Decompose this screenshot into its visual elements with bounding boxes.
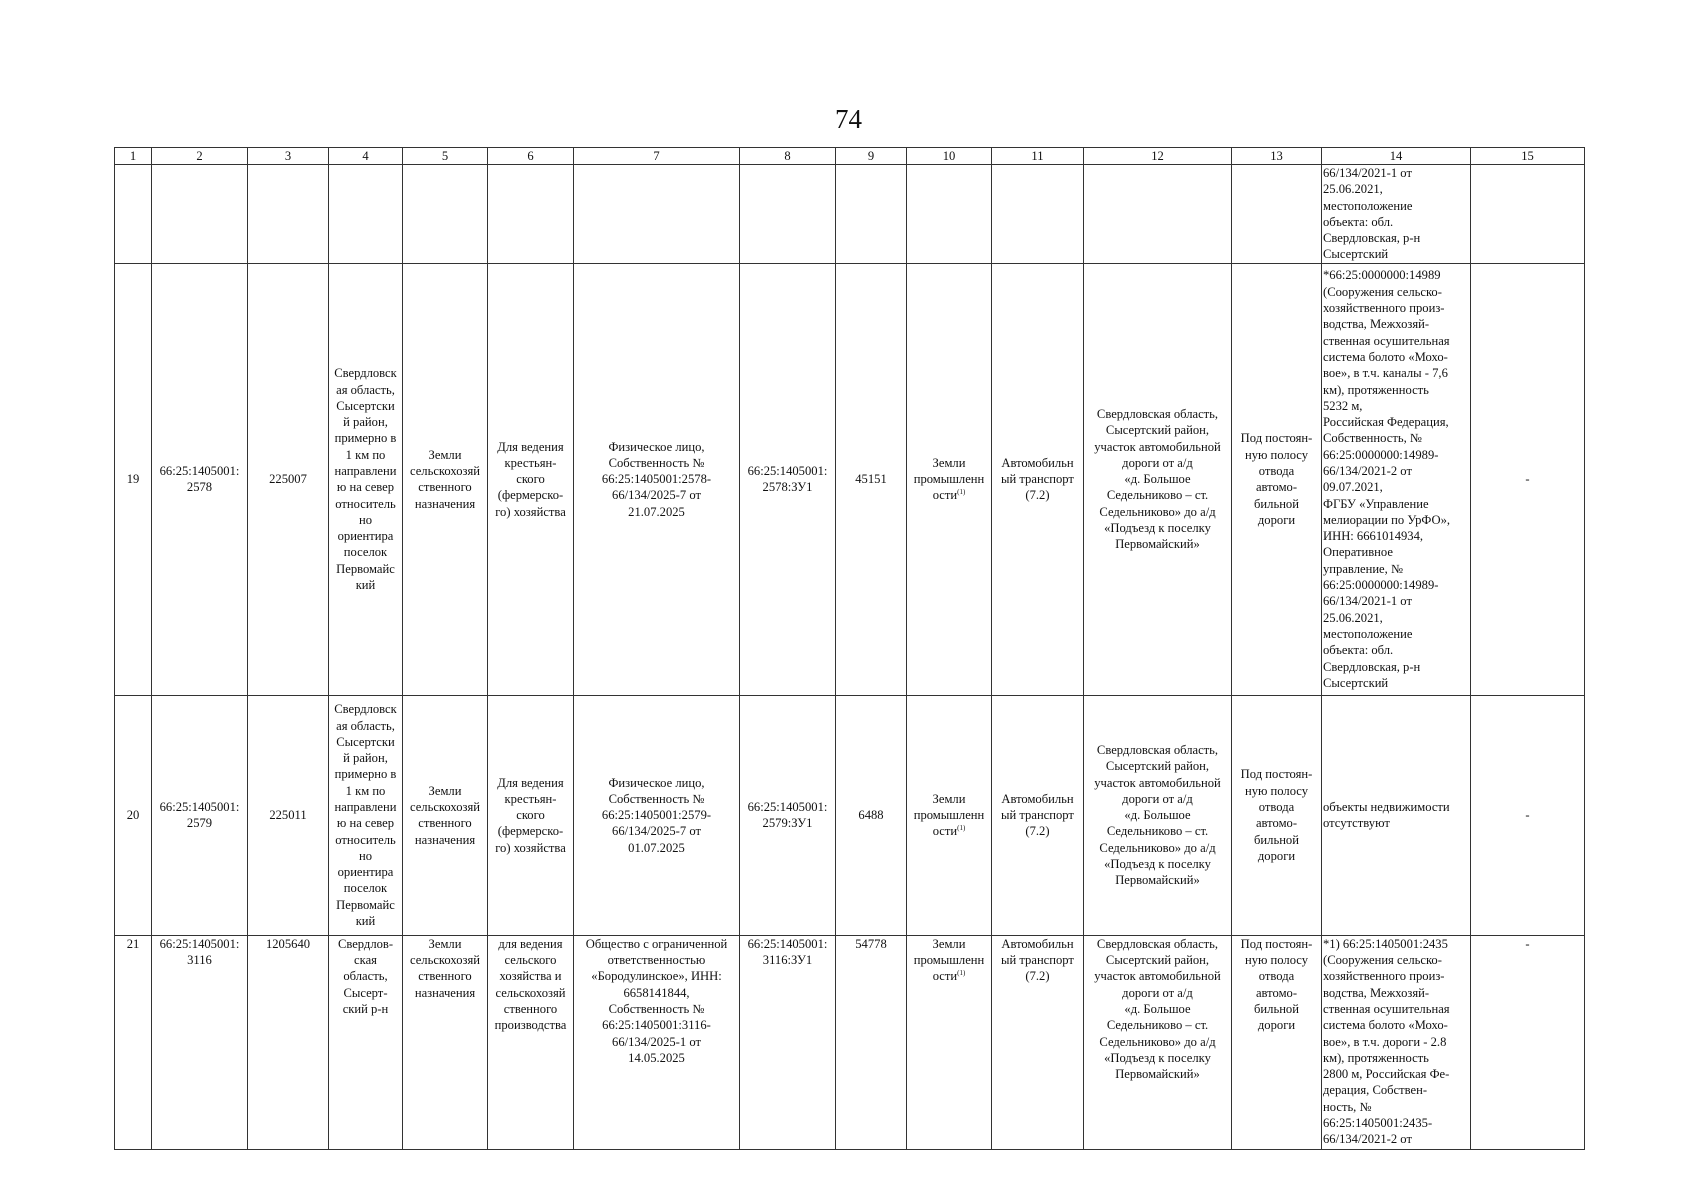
cadastral-number: 66:25:1405001: 3116 (152, 935, 248, 1149)
part-number-cell: 66:25:1405001: 3116:ЗУ1 (740, 935, 836, 1149)
plot-area-cell: 225011 (248, 695, 329, 935)
new-category-cell (907, 263, 992, 695)
footnote-mark: (1) (957, 969, 966, 978)
table-row (115, 263, 1585, 695)
column-number: 6 (488, 148, 574, 165)
column-number: 8 (740, 148, 836, 165)
footnote-mark: (1) (957, 488, 966, 497)
empty-cell (907, 165, 992, 264)
column-number: 10 (907, 148, 992, 165)
rights-holder-cell: Физическое лицо, Собственность № 66:25:1405001:2579- 66/134/2025-7 от 01.07.2025 (574, 695, 740, 935)
existing-objects-cell: 66/134/2021-1 от 25.06.2021, местоположение объекта: обл. Свердловская, р-н Сысертский (1322, 165, 1471, 264)
part-area-cell: 45151 (836, 263, 907, 695)
col15-cell: - (1471, 263, 1585, 695)
permitted-use-cell: Для ведения крестьян- ского (фермерско- го) хозяйства (488, 695, 574, 935)
new-category-cell (907, 695, 992, 935)
new-category-text: Земли промышленн ости (913, 455, 985, 503)
part-area-cell: 6488 (836, 695, 907, 935)
land-plots-table (114, 147, 1585, 1150)
column-number: 1 (115, 148, 152, 165)
column-number: 2 (152, 148, 248, 165)
footnote-mark: (1) (957, 824, 966, 833)
table-row-continuation (115, 165, 1585, 264)
land-category-cell: Земли сельскохозяй ственного назначения (403, 695, 488, 935)
table-row (115, 695, 1585, 935)
empty-cell (1232, 165, 1322, 264)
location-cell: Свердловск ая область, Сысертски й район, примерно в 1 км по направлени ю на север относитель но ориентира поселок Первомайс кий (329, 695, 403, 935)
land-category-cell: Земли сельскохозяй ственного назначения (403, 263, 488, 695)
column-number: 15 (1471, 148, 1585, 165)
plot-area-cell: 225007 (248, 263, 329, 695)
purpose-cell: Под постоян- ную полосу отвода автомо- бильной дороги (1232, 263, 1322, 695)
row-number: 19 (115, 263, 152, 695)
existing-objects-cell: объекты недвижимости отсутствуют (1322, 695, 1471, 935)
plot-area-cell: 1205640 (248, 935, 329, 1149)
empty-cell (992, 165, 1084, 264)
column-number: 3 (248, 148, 329, 165)
existing-objects-cell: *66:25:0000000:14989 (Сооружения сельско- хозяйственного произ- водства, Межхозяй- ственная осушительная система болото «Мохо- вое», в т.ч. каналы - 7,6 км), протяженность 5232 м, Российская Федерация, Собственность, № 66:25:0000000:14989- 66/134/2021-2 от 09.07.2021, ФГБУ «Управление мелиорации по УрФО», ИНН: 6661014934, Оперативное управление, № 66:25:0000000:14989- 66/134/2021-1 от 25.06.2021, местоположение объекта: обл. Свердловская, р-н Сысертский (1322, 263, 1471, 695)
address-cell: Свердловская область, Сысертский район, участок автомобильной дороги от а/д «д. Большое Седельниково – ст. Седельниково» до а/д «Подъезд к поселку Первомайский» (1084, 263, 1232, 695)
empty-cell (403, 165, 488, 264)
cadastral-number: 66:25:1405001: 2579 (152, 695, 248, 935)
table-row (115, 935, 1585, 1149)
new-use-cell: Автомобильн ый транспорт (7.2) (992, 263, 1084, 695)
location-cell: Свердлов- ская область, Сысерт- ский р-н (329, 935, 403, 1149)
part-number-cell: 66:25:1405001: 2578:ЗУ1 (740, 263, 836, 695)
location-cell: Свердловск ая область, Сысертски й район, примерно в 1 км по направлени ю на север относитель но ориентира поселок Первомайс кий (329, 263, 403, 695)
column-number: 13 (1232, 148, 1322, 165)
land-category-cell: Земли сельскохозяй ственного назначения (403, 935, 488, 1149)
address-cell: Свердловская область, Сысертский район, участок автомобильной дороги от а/д «д. Большое Седельниково – ст. Седельниково» до а/д «Подъезд к поселку Первомайский» (1084, 695, 1232, 935)
row-number: 21 (115, 935, 152, 1149)
new-category-text: Земли промышленн ости (913, 936, 985, 984)
part-area-cell: 54778 (836, 935, 907, 1149)
col15-cell: - (1471, 935, 1585, 1149)
column-number: 12 (1084, 148, 1232, 165)
column-number: 11 (992, 148, 1084, 165)
address-cell: Свердловская область, Сысертский район, участок автомобильной дороги от а/д «д. Большое Седельниково – ст. Седельниково» до а/д «Подъезд к поселку Первомайский» (1084, 935, 1232, 1149)
empty-cell (248, 165, 329, 264)
permitted-use-cell: Для ведения крестьян- ского (фермерско- го) хозяйства (488, 263, 574, 695)
existing-objects-cell: *1) 66:25:1405001:2435 (Сооружения сельско- хозяйственного произ- водства, Межхозяй- ственная осушительная система болото «Мохо- вое», в т.ч. дороги - 2.8 км), протяженность 2800 м, Российская Фе- дерация, Собствен- ность, № 66:25:1405001:2435- 66/134/2021-2 от (1322, 935, 1471, 1149)
empty-cell (115, 165, 152, 264)
new-category-cell (907, 935, 992, 1149)
new-category-text: Земли промышленн ости (913, 791, 985, 839)
new-use-cell: Автомобильн ый транспорт (7.2) (992, 935, 1084, 1149)
column-number: 14 (1322, 148, 1471, 165)
column-number: 5 (403, 148, 488, 165)
column-number: 9 (836, 148, 907, 165)
new-use-cell: Автомобильн ый транспорт (7.2) (992, 695, 1084, 935)
empty-cell (1084, 165, 1232, 264)
column-number: 7 (574, 148, 740, 165)
part-number-cell: 66:25:1405001: 2579:ЗУ1 (740, 695, 836, 935)
rights-holder-cell: Общество с ограниченной ответственностью «Бородулинское», ИНН: 6658141844, Собственность № 66:25:1405001:3116- 66/134/2025-1 от 14.05.2025 (574, 935, 740, 1149)
empty-cell (740, 165, 836, 264)
column-number-row (115, 148, 1585, 165)
col15-cell: - (1471, 695, 1585, 935)
cadastral-number: 66:25:1405001: 2578 (152, 263, 248, 695)
purpose-cell: Под постоян- ную полосу отвода автомо- бильной дороги (1232, 695, 1322, 935)
empty-cell (152, 165, 248, 264)
empty-cell (329, 165, 403, 264)
row-number: 20 (115, 695, 152, 935)
empty-cell (836, 165, 907, 264)
empty-cell (574, 165, 740, 264)
empty-cell (488, 165, 574, 264)
permitted-use-cell: для ведения сельского хозяйства и сельскохозяй ственного производства (488, 935, 574, 1149)
purpose-cell: Под постоян- ную полосу отвода автомо- бильной дороги (1232, 935, 1322, 1149)
column-number: 4 (329, 148, 403, 165)
empty-cell (1471, 165, 1585, 264)
page-number: 74 (835, 104, 862, 134)
rights-holder-cell: Физическое лицо, Собственность № 66:25:1405001:2578- 66/134/2025-7 от 21.07.2025 (574, 263, 740, 695)
